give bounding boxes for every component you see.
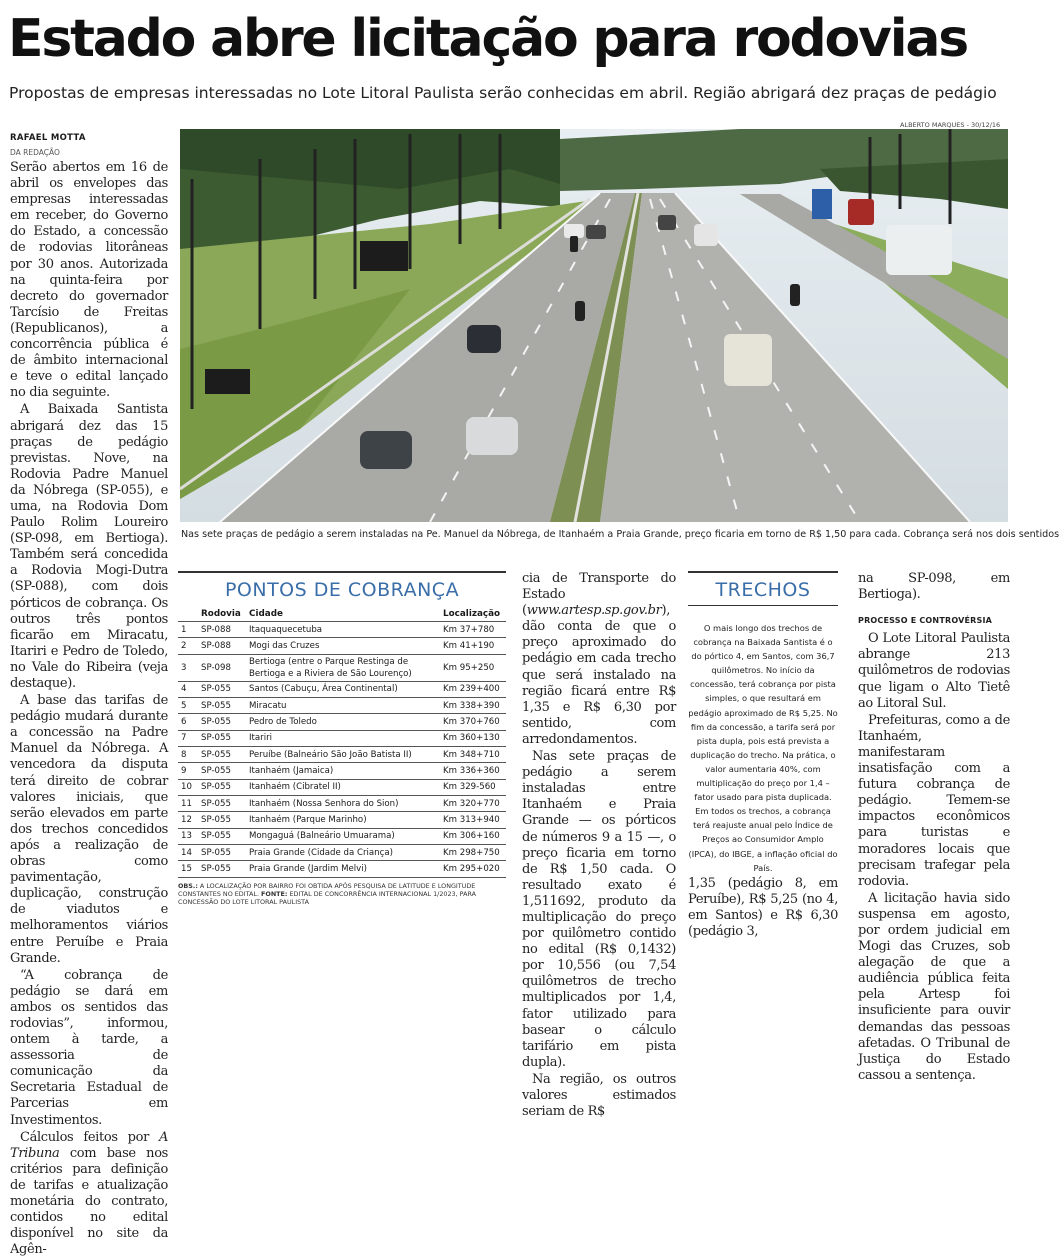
cell-cidade: Mogi das Cruzes <box>246 638 440 654</box>
photo-caption: Nas sete praças de pedágio a serem instaladas na Pe. Manuel da Nóbrega, de Itanhaém a Praia Grande, preço ficaria em torno de R$ 1,50 para cada. Cobrança será nos dois sentidos <box>181 529 1059 540</box>
cell-cidade: Praia Grande (Jardim Melvi) <box>246 861 440 877</box>
cell-number: 3 <box>178 654 198 681</box>
subheadline: Propostas de empresas interessadas no Lote Litoral Paulista serão conhecidas em abril. Região abrigará dez praças de pedágio <box>9 84 997 102</box>
cell-number: 2 <box>178 638 198 654</box>
cell-localizacao: Km 37+780 <box>440 622 506 638</box>
paragraph: Prefeituras, como a de Itanhaém, manifestaram insatisfação com a futura cobrança de pedágio. Temem-se impactos econômicos para turistas e moradores locais que precisam trafegar pela rodovia. <box>858 712 1010 889</box>
cell-number: 11 <box>178 796 198 812</box>
text-run: Cálculos feitos por <box>20 1129 159 1145</box>
cell-cidade: Mongaguá (Balneário Umuarama) <box>246 828 440 844</box>
cell-localizacao: Km 298+750 <box>440 845 506 861</box>
cell-rodovia: SP-055 <box>198 828 246 844</box>
table-row <box>178 861 506 877</box>
cell-number: 6 <box>178 714 198 730</box>
col-header-number <box>178 607 198 622</box>
cell-cidade: Itaquaquecetuba <box>246 622 440 638</box>
cell-rodovia: SP-098 <box>198 654 246 681</box>
highway-illustration <box>180 129 1008 522</box>
col-header-localizacao: Localização <box>443 609 501 619</box>
paragraph: A licitação havia sido suspensa em agosto, por ordem judicial em Mogi das Cruzes, sob alegação de que a audiência pública feita pela Artesp foi insuficiente para ouvir demandas das pessoas afetadas. O Tribunal de Justiça do Estado cassou a sentença. <box>858 890 1010 1083</box>
cell-localizacao: Km 41+190 <box>440 638 506 654</box>
toll-points-table <box>178 607 506 878</box>
article-column-3 <box>688 876 838 944</box>
cell-rodovia: SP-055 <box>198 747 246 763</box>
cell-localizacao: Km 295+020 <box>440 861 506 877</box>
trechos-box <box>688 571 838 875</box>
cell-cidade: Miracatu <box>246 698 440 714</box>
cell-number: 1 <box>178 622 198 638</box>
cell-localizacao: Km 95+250 <box>440 654 506 681</box>
article-column-4 <box>858 571 1010 1083</box>
cell-localizacao: Km 320+770 <box>440 796 506 812</box>
cell-localizacao: Km 306+160 <box>440 828 506 844</box>
website-link: www.artesp.sp.gov.br <box>526 603 662 619</box>
cell-cidade: Itanhaém (Nossa Senhora do Sion) <box>246 796 440 812</box>
col-header-cidade: Cidade <box>249 609 283 619</box>
note-text: A LOCALIZAÇÃO POR BAIRRO FOI OBTIDA APÓS PESQUISA DE LATITUDE E LONGITUDE CONSTANTES NO EDITAL. <box>178 881 476 898</box>
paragraph: O Lote Litoral Paulista abrange 213 quilômetros de rodovias que ligam o Alto Tietê ao Litoral Sul. <box>858 631 1010 711</box>
cell-number: 13 <box>178 828 198 844</box>
cell-rodovia: SP-055 <box>198 763 246 779</box>
paragraph: A base das tarifas de pedágio mudará durante a concessão na Padre Manuel da Nóbrega. A vencedora da disputa terá direito de cobrar valores iniciais, que serão elevados em parte dos trechos concedidos após a realização de obras como pavimentação, duplicação, construção de viadutos e melhoramentos viários entre Peruíbe e Praia Grande. <box>10 693 168 966</box>
cell-rodovia: SP-055 <box>198 730 246 746</box>
cell-cidade: Itanhaém (Parque Marinho) <box>246 812 440 828</box>
table-note <box>178 882 506 906</box>
cell-cidade: Santos (Cabuçu, Área Continental) <box>246 681 440 697</box>
cell-cidade: Pedro de Toledo <box>246 714 440 730</box>
table-row <box>178 714 506 730</box>
table-body <box>178 622 506 878</box>
cell-rodovia: SP-088 <box>198 622 246 638</box>
cell-cidade: Itanhaém (Jamaica) <box>246 763 440 779</box>
article-column-2 <box>522 571 676 1120</box>
paragraph: O mais longo dos trechos de cobrança na Baixada Santista é o do pórtico 4, em Santos, com 36,7 quilômetros. No início da concessão, terá cobrança por pista simples, o que resultará em pedágio aproximado de R$ 5,25. No fim da concessão, a tarifa será por pista dupla, pois está prevista a duplicação do trecho. Na prática, o valor aumentaria 40%, com multiplicação do preço por 1,4 – fator usado para pista duplicada. <box>688 623 838 803</box>
headline: Estado abre licitação para rodovias <box>8 9 968 69</box>
paragraph: Em todos os trechos, a cobrança terá reajuste anual pelo Índice de Preços ao Consumidor Amplo (IPCA), do IBGE, a inflação oficial do País. <box>688 806 838 873</box>
trechos-text <box>688 621 838 875</box>
source-label: FONTE: <box>261 889 288 898</box>
cell-localizacao: Km 338+390 <box>440 698 506 714</box>
cell-number: 10 <box>178 779 198 795</box>
cell-localizacao: Km 329-560 <box>440 779 506 795</box>
table-row <box>178 622 506 638</box>
paragraph: Serão abertos em 16 de abril os envelopes das empresas interessadas em receber, do Governo do Estado, a concessão de rodovias litorâneas por 30 anos. Autorizada na quinta-feira por decreto do governador Tarcísio de Freitas (Republicanos), a concorrência pública é de âmbito internacional e teve o edital lançado no dia seguinte. <box>10 160 168 401</box>
cell-rodovia: SP-055 <box>198 812 246 828</box>
cell-number: 14 <box>178 845 198 861</box>
table-row <box>178 681 506 697</box>
cell-number: 7 <box>178 730 198 746</box>
photo-credit: ALBERTO MARQUES - 30/12/16 <box>900 121 1001 129</box>
paragraph: Na região, os outros valores estimados seriam de R$ <box>522 1071 676 1120</box>
cell-localizacao: Km 348+710 <box>440 747 506 763</box>
cell-rodovia: SP-055 <box>198 861 246 877</box>
cell-localizacao: Km 370+760 <box>440 714 506 730</box>
cell-localizacao: Km 313+940 <box>440 812 506 828</box>
byline-org: DA REDAÇÃO <box>10 148 60 157</box>
table-row <box>178 845 506 861</box>
cell-number: 4 <box>178 681 198 697</box>
section-title: PROCESSO E CONTROVÉRSIA <box>858 616 993 626</box>
table-row <box>178 747 506 763</box>
paragraph <box>522 571 676 748</box>
cell-number: 5 <box>178 698 198 714</box>
table-row <box>178 638 506 654</box>
table-title: PONTOS DE COBRANÇA <box>224 579 460 601</box>
cell-number: 15 <box>178 861 198 877</box>
cell-cidade: Praia Grande (Cidade da Criança) <box>246 845 440 861</box>
table-row <box>178 828 506 844</box>
cell-rodovia: SP-088 <box>198 638 246 654</box>
toll-points-table-box <box>178 571 506 906</box>
highway-photo <box>180 129 1008 522</box>
table-row <box>178 763 506 779</box>
cell-number: 9 <box>178 763 198 779</box>
cell-rodovia: SP-055 <box>198 796 246 812</box>
cell-cidade: Itariri <box>246 730 440 746</box>
table-row <box>178 812 506 828</box>
text-run: ), dão conta de que o preço aproximado do pedágio em cada trecho que será instalado na região ficará entre R$ 1,35 e R$ 6,30 por sentido, com arredondamentos. <box>522 603 676 747</box>
table-row <box>178 779 506 795</box>
paragraph: na SP-098, em Bertioga). <box>858 571 1010 603</box>
paragraph <box>10 1130 168 1258</box>
cell-rodovia: SP-055 <box>198 845 246 861</box>
paragraph: A Baixada Santista abrigará dez das 15 praças de pedágio previstas. Nove, na Rodovia Padre Manuel da Nóbrega (SP-055), e uma, na Rodovia Dom Paulo Rolim Loureiro (SP-098, em Bertioga). Também será concedida a Rodovia Mogi-Dutra (SP-088), com dois pórticos de cobrança. Os outros três pontos ficarão em Miracatu, Itariri e Pedro de Toledo, no Vale do Ribeira (veja destaque). <box>10 402 168 691</box>
cell-rodovia: SP-055 <box>198 698 246 714</box>
text-run: cia de Transporte do Estado ( <box>522 571 676 619</box>
cell-cidade: Bertioga (entre o Parque Restinga de Bertioga e a Riviera de São Lourenço) <box>246 654 440 681</box>
source-text: EDITAL DE CONCORRÊNCIA INTERNACIONAL 1/2023, PARA CONCESSÃO DO LOTE LITORAL PAULISTA <box>178 889 477 906</box>
byline-author: RAFAEL MOTTA <box>10 133 86 143</box>
cell-number: 12 <box>178 812 198 828</box>
cell-cidade: Itanhaém (Cibratel II) <box>246 779 440 795</box>
article-column-1 <box>10 160 168 1258</box>
cell-rodovia: SP-055 <box>198 779 246 795</box>
paragraph: 1,35 (pedágio 8, em Peruíbe), R$ 5,25 (no 4, em Santos) e R$ 6,30 (pedágio 3, <box>688 876 838 940</box>
note-label: OBS.: <box>178 881 198 890</box>
table-row <box>178 654 506 681</box>
text-run: com base nos critérios para definição de tarifas e atualização monetária do contrato, contidos no edital disponível no site da Agên- <box>10 1145 168 1258</box>
cell-localizacao: Km 239+400 <box>440 681 506 697</box>
table-row <box>178 796 506 812</box>
cell-localizacao: Km 360+130 <box>440 730 506 746</box>
trechos-title: TRECHOS <box>715 579 811 601</box>
cell-rodovia: SP-055 <box>198 714 246 730</box>
newspaper-name: A Tribuna <box>10 1129 168 1161</box>
table-header-row <box>178 607 506 622</box>
table-row <box>178 730 506 746</box>
cell-rodovia: SP-055 <box>198 681 246 697</box>
cell-number: 8 <box>178 747 198 763</box>
paragraph: Nas sete praças de pedágio a serem instaladas entre Itanhaém e Praia Grande — os pórticos de números 9 a 15 —, o preço ficaria em torno de R$ 1,50 cada. O resultado exato é 1,511692, produto da multiplicação do preço por quilômetro contido no edital (R$ 0,1432) por 10,556 (ou 7,54 quilômetros de trecho multiplicados por 1,4, fator utilizado para basear o cálculo tarifário em pista dupla). <box>522 749 676 1070</box>
cell-cidade: Peruíbe (Balneário São João Batista II) <box>246 747 440 763</box>
cell-localizacao: Km 336+360 <box>440 763 506 779</box>
table-row <box>178 698 506 714</box>
col-header-rodovia: Rodovia <box>201 609 241 619</box>
divider <box>688 605 838 606</box>
paragraph: “A cobrança de pedágio se dará em ambos os sentidos das rodovias”, informou, ontem à tarde, a assessoria de comunicação da Secretaria Estadual de Parcerias em Investimentos. <box>10 967 168 1128</box>
